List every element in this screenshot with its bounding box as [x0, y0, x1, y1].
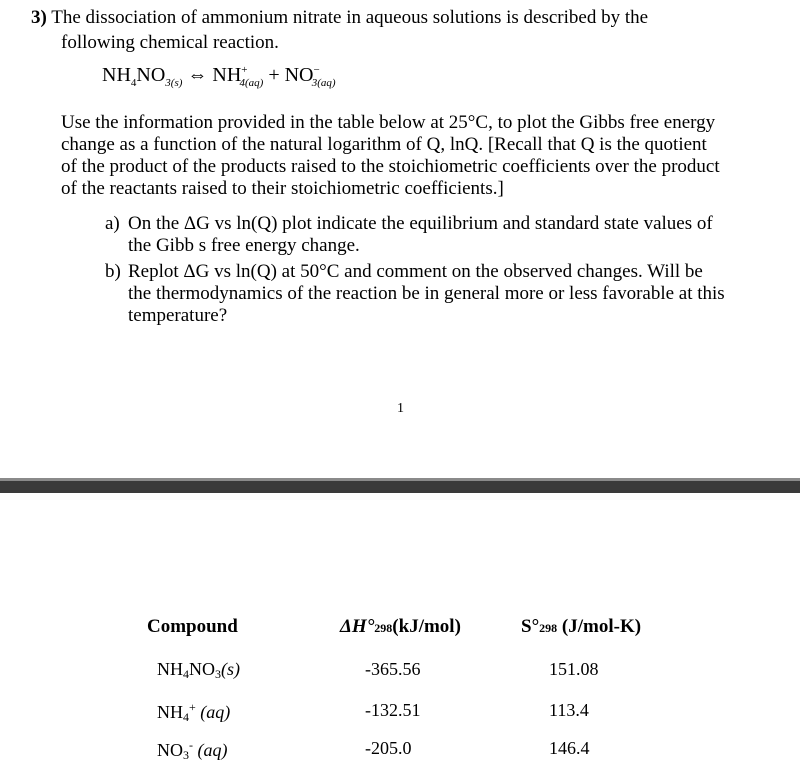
- header-enthalpy: [340, 616, 461, 638]
- part-b-line-2: the thermodynamics of the reaction be in general more or less favorable at this: [128, 283, 725, 304]
- row-2-entropy: 113.4: [549, 700, 589, 720]
- enthalpy-sub: 298: [374, 621, 393, 635]
- instruction-line-2: change as a function of the natural logarithm of Q, lnQ. [Recall that Q is the quotient: [61, 134, 707, 155]
- reactant-sub: 4: [130, 77, 137, 89]
- nitrate-charge: −: [313, 64, 320, 76]
- part-b-line-1: Replot ΔG vs ln(Q) at 50°C and comment on the observed changes. Will be: [128, 261, 703, 282]
- part-a-line-2: the Gibb s free energy change.: [128, 235, 360, 256]
- part-b-label: b): [105, 261, 121, 282]
- question-line-1: [31, 6, 648, 29]
- plus-sign: +: [268, 64, 280, 86]
- enthalpy-symbol: ΔH°: [340, 616, 375, 637]
- question-number: 3): [31, 7, 47, 28]
- part-b-line-3: temperature?: [128, 305, 228, 326]
- row-1-compound: NH4NO3(s): [157, 659, 240, 681]
- question-intro-1: The dissociation of ammonium nitrate in aqueous solutions is described by the: [46, 7, 649, 28]
- question-intro-2: following chemical reaction.: [61, 32, 279, 53]
- row-3-compound: NO3- (aq): [157, 738, 228, 762]
- instruction-line-4: of the reactants raised to their stoichiometric coefficients.]: [61, 178, 504, 199]
- entropy-symbol: S°: [521, 616, 540, 637]
- header-compound: Compound: [147, 616, 238, 637]
- entropy-sub: 298: [539, 621, 558, 635]
- entropy-unit: (J/mol-K): [557, 616, 642, 637]
- row-3-entropy: 146.4: [549, 738, 590, 758]
- instruction-line-3: of the product of the products raised to the stoichiometric coefficients over the product: [61, 156, 720, 177]
- part-a-line-1: On the ΔG vs ln(Q) plot indicate the equilibrium and standard state values of: [128, 213, 713, 234]
- instruction-line-1: Use the information provided in the table below at 25°C, to plot the Gibbs free energy: [61, 112, 716, 133]
- row-2-compound: NH4+ (aq): [157, 700, 231, 724]
- reactant-state: 3(s): [165, 77, 183, 89]
- row-3-enthalpy: -205.0: [365, 738, 412, 758]
- equilibrium-arrow: ⇔: [187, 64, 208, 86]
- page-separator-highlight: [0, 478, 800, 481]
- product-nitrate: NO: [284, 64, 314, 86]
- page-number: 1: [397, 401, 404, 416]
- reactant-nh: NH: [102, 64, 131, 86]
- enthalpy-unit: (kJ/mol): [392, 616, 461, 637]
- ammonium-charge: +: [241, 64, 248, 76]
- reaction-equation: [102, 64, 336, 89]
- header-entropy: [521, 616, 641, 638]
- row-2-enthalpy: -132.51: [365, 700, 421, 720]
- product-ammonium: NH: [212, 64, 242, 86]
- ammonium-state: 4(aq): [239, 77, 264, 89]
- part-a-label: a): [105, 213, 120, 234]
- nitrate-state: 3(aq): [311, 77, 336, 89]
- row-1-enthalpy: -365.56: [365, 659, 421, 679]
- row-1-entropy: 151.08: [549, 659, 599, 679]
- reactant-no: NO: [136, 64, 166, 86]
